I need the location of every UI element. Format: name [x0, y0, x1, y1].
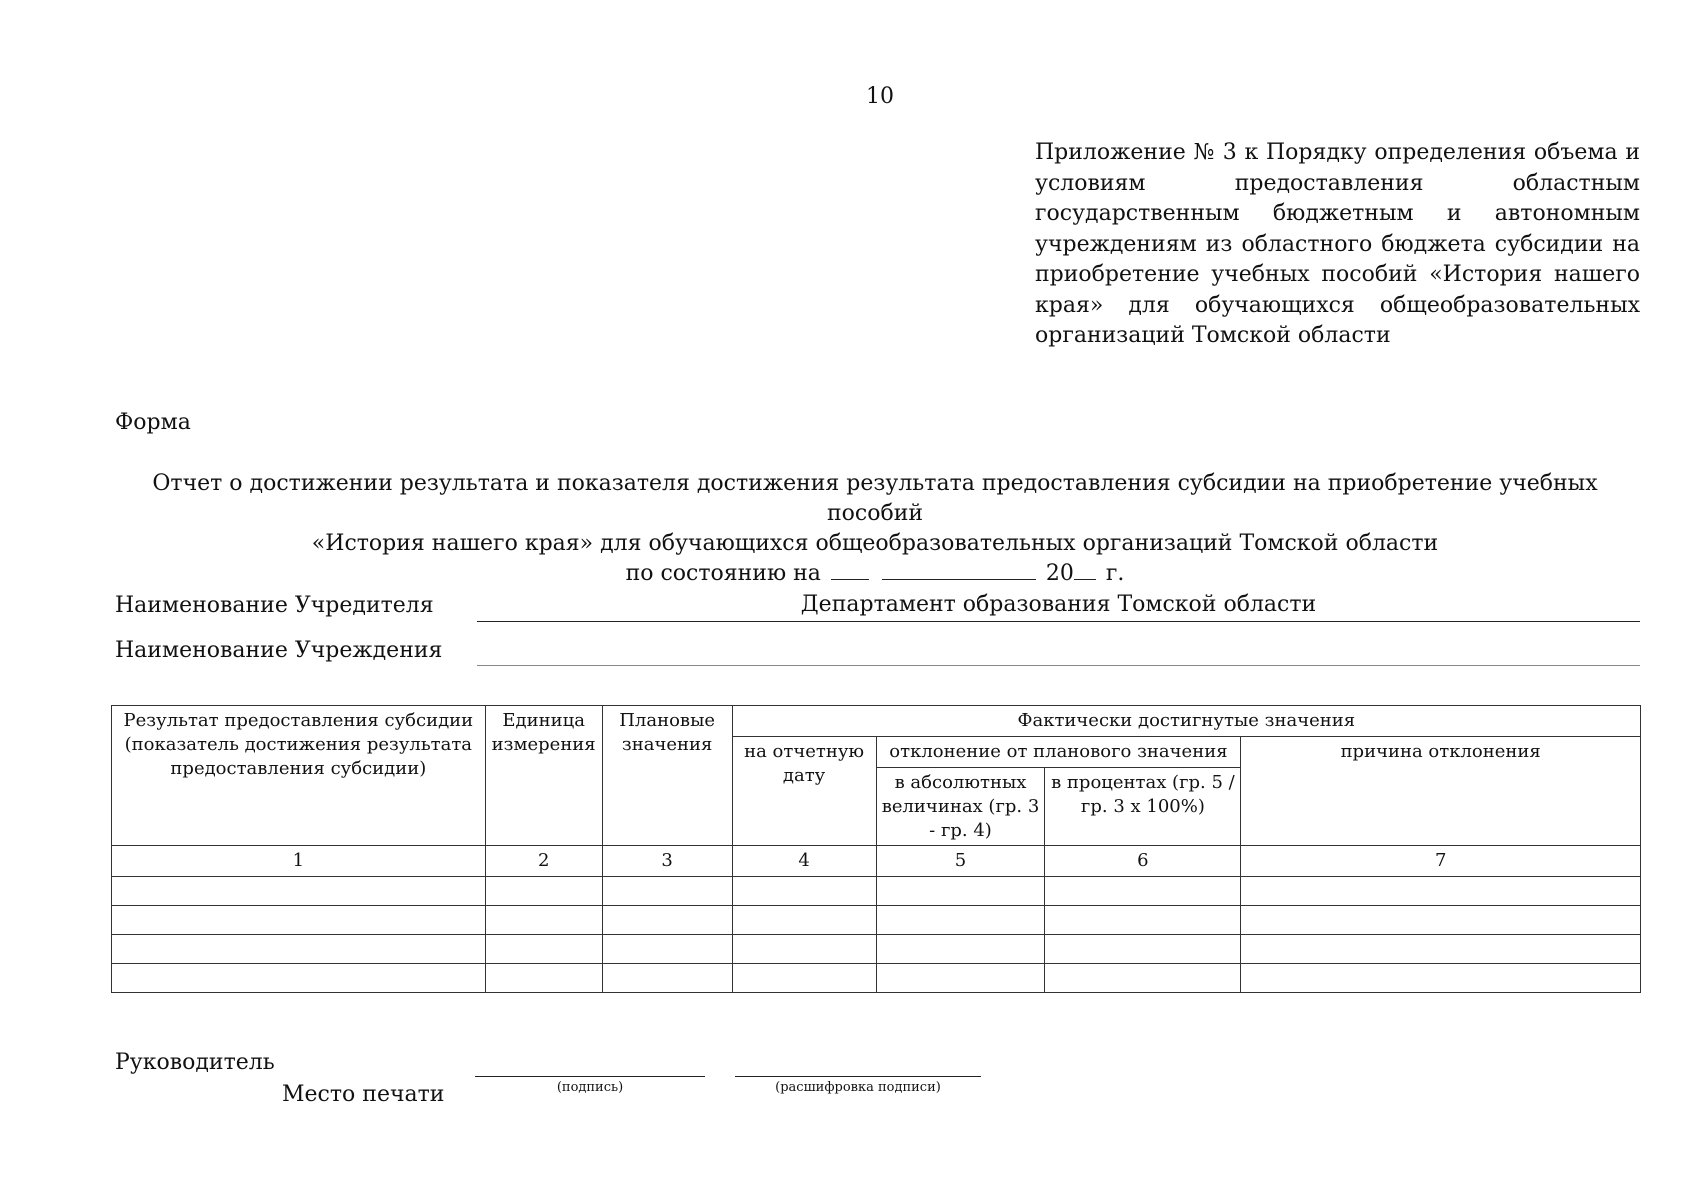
report-title-line1: Отчет о достижении результата и показателя достижения результата предоставления субсидии на приобретение учебных пособий — [152, 471, 1598, 526]
table-cell[interactable] — [602, 964, 732, 993]
report-title-line3 — [110, 559, 1640, 589]
header-report-date: на отчетную дату — [732, 737, 876, 846]
table-cell[interactable] — [485, 877, 602, 906]
institution-label: Наименование Учреждения — [115, 638, 443, 663]
header-unit: Единица измерения — [485, 706, 602, 846]
header-absolute: в абсолютных величинах (гр. 3 - гр. 4) — [876, 768, 1045, 846]
appendix-note: Приложение № 3 к Порядку определения объема и условиям предоставления областным государственным бюджетным и автономным учреждениям из областного бюджета субсидии на приобретение учебных пособий «История нашего края» для обучающихся общеобразовательных организаций Томской области — [1035, 140, 1640, 348]
report-year-blank[interactable] — [1074, 559, 1096, 580]
signature-line[interactable] — [475, 1076, 705, 1077]
column-number: 5 — [876, 846, 1045, 877]
header-planned: Плановые значения — [602, 706, 732, 846]
header-percent: в процентах (гр. 5 / гр. 3 х 100%) — [1045, 768, 1241, 846]
form-label: Форма — [115, 410, 191, 435]
table-cell[interactable] — [485, 935, 602, 964]
signature-caption: (подпись) — [556, 1080, 624, 1095]
table-cell[interactable] — [485, 906, 602, 935]
header-actual-group: Фактически достигнутые значения — [732, 706, 1640, 737]
table-cell[interactable] — [876, 935, 1045, 964]
head-label: Руководитель — [115, 1050, 275, 1075]
column-number: 2 — [485, 846, 602, 877]
report-date-prefix: по состоянию на — [625, 561, 821, 586]
column-number: 7 — [1241, 846, 1641, 877]
table-row — [112, 906, 1641, 935]
institution-field[interactable] — [477, 635, 1640, 666]
header-deviation-group: отклонение от планового значения — [876, 737, 1241, 768]
table-cell[interactable] — [876, 906, 1045, 935]
table-cell[interactable] — [876, 964, 1045, 993]
table-cell[interactable] — [732, 906, 876, 935]
column-number: 1 — [112, 846, 486, 877]
table-cell[interactable] — [1045, 877, 1241, 906]
column-number: 3 — [602, 846, 732, 877]
table-cell[interactable] — [602, 935, 732, 964]
table-cell[interactable] — [1241, 877, 1641, 906]
stamp-label: Место печати — [282, 1082, 445, 1107]
column-number: 4 — [732, 846, 876, 877]
table-cell[interactable] — [876, 877, 1045, 906]
report-table — [111, 705, 1641, 993]
table-cell[interactable] — [732, 877, 876, 906]
founder-label: Наименование Учредителя — [115, 593, 434, 618]
table-cell[interactable] — [485, 964, 602, 993]
table-row — [112, 964, 1641, 993]
header-deviation-reason: причина отклонения — [1241, 737, 1641, 846]
table-cell[interactable] — [112, 935, 486, 964]
header-result: Результат предоставления субсидии (показатель достижения результата предоставления субсидии) — [112, 706, 486, 846]
table-cell[interactable] — [602, 877, 732, 906]
page-number: 10 — [866, 84, 894, 109]
table-cell[interactable] — [1241, 935, 1641, 964]
report-year-suffix: г. — [1105, 561, 1125, 586]
table-cell[interactable] — [112, 906, 486, 935]
report-title — [110, 469, 1640, 589]
table-cell[interactable] — [1045, 964, 1241, 993]
table-row — [112, 877, 1641, 906]
column-number: 6 — [1045, 846, 1241, 877]
report-month-blank[interactable] — [882, 559, 1036, 580]
founder-field[interactable]: Департамент образования Томской области — [477, 591, 1640, 622]
table-cell[interactable] — [602, 906, 732, 935]
table-row — [112, 935, 1641, 964]
table-cell[interactable] — [112, 877, 486, 906]
table-cell[interactable] — [732, 935, 876, 964]
table-cell[interactable] — [1241, 964, 1641, 993]
signature-decoding-line[interactable] — [735, 1076, 981, 1077]
table-cell[interactable] — [1241, 906, 1641, 935]
signature-decoding-caption: (расшифровка подписи) — [775, 1080, 941, 1095]
report-day-blank[interactable] — [831, 559, 869, 580]
table-cell[interactable] — [112, 964, 486, 993]
report-title-line2: «История нашего края» для обучающихся общеобразовательных организаций Томской области — [311, 531, 1439, 556]
table-cell[interactable] — [1045, 935, 1241, 964]
report-year-prefix: 20 — [1045, 561, 1074, 586]
table-cell[interactable] — [732, 964, 876, 993]
column-numbers-row — [112, 846, 1641, 877]
table-cell[interactable] — [1045, 906, 1241, 935]
